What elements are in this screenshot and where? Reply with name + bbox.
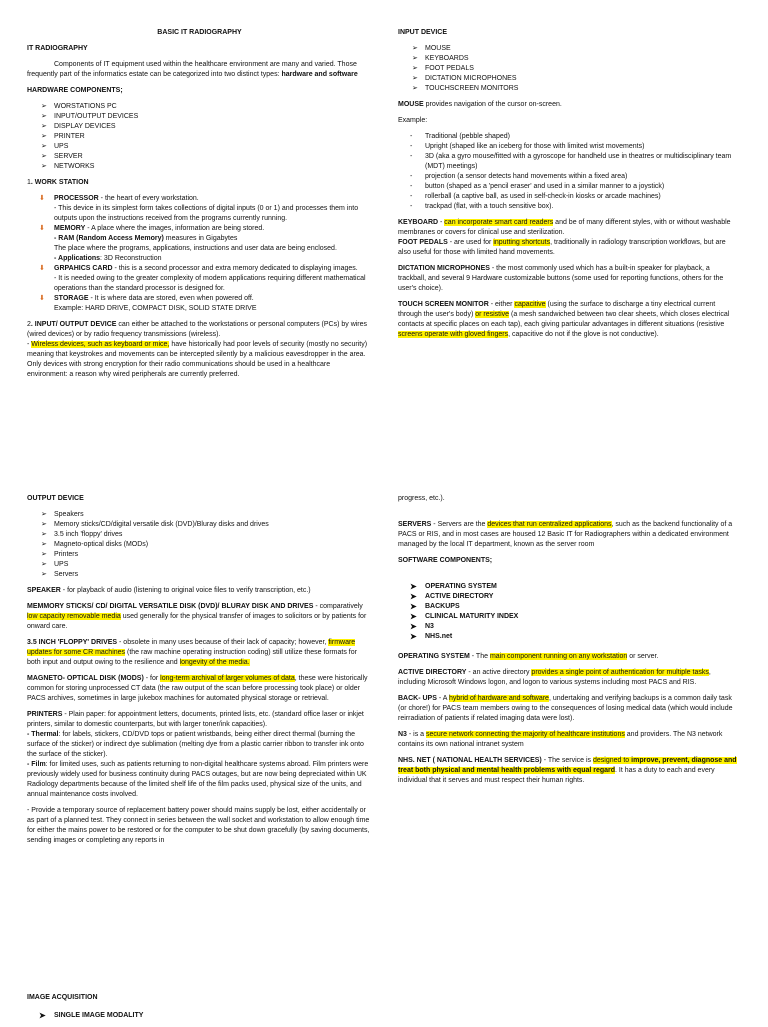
list-item: ➢ UPS xyxy=(27,560,372,570)
floppy-paragraph: 3.5 INCH 'FLOPPY' DRIVES - obsolete in many uses because of their lack of capacity; however, firmware updates for some CR machines (the raw machine operating instruction coding) still utilize these formats for both input and output owing to the resilience and longevity of the media. xyxy=(27,639,357,666)
list-item: ➢ KEYBOARDS xyxy=(398,54,738,64)
list-item: ➤ OPERATING SYSTEM xyxy=(398,582,738,592)
list-item: - Upright (shaped like an iceberg for those with limited wrist movements) xyxy=(398,142,738,152)
dictation-paragraph: DICTATION MICROPHONES - the most commonly used which has a built-in speaker for playback, a trackball, and several 9 Hardware customizable buttons (some used for reporting functions, others for the user's choice). xyxy=(398,265,724,292)
list-item: ➢ SERVER xyxy=(27,152,372,162)
input-device-list xyxy=(398,44,738,94)
list-item: - Traditional (pebble shaped) xyxy=(398,132,738,142)
list-item: ➢ NETWORKS xyxy=(27,162,372,172)
list-item: ➢ Printers xyxy=(27,550,372,560)
list-item: ➤ ACTIVE DIRECTORY xyxy=(398,592,738,602)
memory-sticks-paragraph: MEMMORY STICKS/ CD/ DIGITAL VERSATILE DISK (DVD)/ BLURAY DISK AND DRIVES - comparatively low capacity removable media used generally for the physical transfer of images to solicitors or by patients for onward care. xyxy=(27,603,367,630)
list-item: ➤ BACKUPS xyxy=(398,602,738,612)
list-item: ➢ 3.5 inch 'floppy' drives xyxy=(27,530,372,540)
printers-paragraph: PRINTERS - Plain paper: for appointment letters, documents, printed lists, etc. (standard office laser or inkjet printers, similar to domestic counterparts, but with larger toner/ink capacities). - Thermal: for labels, stickers, CD/DVD tops or patient wristbands, being either direct thermal (burning the surface of the sticker) or indirect dye sublimation (melting dye from a plastic carrier ribbon to transfer ink onto the surface of the sticker). - Film: for limited uses, such as patients returning to non-digital healthcare systems abroad. Film printers were previously widely used for business continuity during PACS outages, but are now being depreciated within UK Radiology departments because of the limited shelf life of the film packs used, physical size of the units, and annual maintenance costs involved. xyxy=(27,711,369,798)
list-item: ➢ UPS xyxy=(27,142,372,152)
os-paragraph: OPERATING SYSTEM - The main component running on any workstation or server. xyxy=(398,653,659,660)
io-paragraph: 2. INPUT/ OUTPUT DEVICE can either be attached to the workstations or personal computers (PCs) by wires (wired devices) or by radio frequency transmissions (wireless). - Wireless devices, such as keyboard or mice, have historically had poor levels of security (mostly no security) meaning that keystrokes and movements can be intercepted silently by a malicious eavesdropper in the area. Only devices with strong encryption for their radio communications should be used in a healthcare environment: a reason why wired peripherals are currently preferred. xyxy=(27,321,368,378)
list-item: ⬇ PROCESSOR - the heart of every workstation. - This device in its simplest form takes collections of digital inputs (0 or 1) and processes them into outputs upon the instructions received from the programs currently running. xyxy=(27,194,372,224)
touchscreen-paragraph: TOUCH SCREEN MONITOR - either capacitive (using the surface to discharge a tiny electrical current through the user's body) or resistive (a mesh sandwiched between two clear sheets, which closes electrical contacts at specific places on each tap), each giving particular advantages in different situations (resistive screens operate with gloved fingers, capacitive do not if the glove is not conductive). xyxy=(398,301,730,338)
list-item: - 3D (aka a gyro mouse/fitted with a gyroscope for handheld use in theatres or multidisciplinary team (MDT) meetings) xyxy=(398,152,738,172)
column-software xyxy=(398,494,738,792)
list-item: ➢ TOUCHSCREEN MONITORS xyxy=(398,84,738,94)
ups-paragraph: - Provide a temporary source of replacement battery power should mains supply be lost, either accidentally or as part of a planned test. They connect in series between the wall socket and workstation to allow enough time for either the mains power to be restored or for the computer to be shut down gracefully (by saving documents, sending images or completing any reports in xyxy=(27,807,370,844)
column-image-acquisition xyxy=(27,993,372,1027)
list-item: ➢ INPUT/OUTPUT DEVICES xyxy=(27,112,372,122)
software-heading: SOFTWARE COMPONENTS; xyxy=(398,557,493,564)
active-directory-paragraph: ACTIVE DIRECTORY - an active directory provides a single point of authentication for multiple tasks, including Microsoft Windows logon, and logon to various systems including most PACS and RIS. xyxy=(398,669,711,686)
column-hardware xyxy=(27,28,372,386)
list-item: ➢ WORSTATIONS PC xyxy=(27,102,372,112)
image-acquisition-list xyxy=(27,1011,372,1021)
hardware-heading: HARDWARE COMPONENTS; xyxy=(27,87,123,94)
mods-paragraph: MAGNETO- OPTICAL DISK (MODS) - for long-term archival of larger volumes of data, these were historically common for storing unprocessed CT data (the raw output of the scan before processing took place) or older PACS archives, sometimes in large jukebox machines for automated physical storage or retrieval. xyxy=(27,675,368,702)
list-item: ⬇ MEMORY - A place where the images, information are being stored. - RAM (Random Access Memory) measures in Gigabytes The place where the programs, applications, instructions and user data are being enclosed. - Applications: 3D Reconstruction xyxy=(27,224,372,264)
list-item: ➢ Servers xyxy=(27,570,372,580)
list-item: ⬇ STORAGE - It is where data are stored, even when powered off. Example: HARD DRIVE, COMPACT DISK, SOLID STATE DRIVE xyxy=(27,294,372,314)
workstation-list xyxy=(27,194,372,314)
image-acquisition-heading: IMAGE ACQUISITION xyxy=(27,994,98,1001)
column-output-device xyxy=(27,494,372,852)
list-item: ➤ N3 xyxy=(398,622,738,632)
list-item: - trackpad (flat, with a touch sensitive box). xyxy=(398,202,738,212)
list-item: ➤ NHS.net xyxy=(398,632,738,642)
servers-paragraph: SERVERS - Servers are the devices that run centralized applications, such as the backend functionality of a PACS or RIS, and in most cases are housed 12 Basic IT for Radiographers within a dedicated environment managed by the local IT department, known as the server room xyxy=(398,521,733,548)
document-title: BASIC IT RADIOGRAPHY xyxy=(157,29,242,36)
workstation-heading: 1. WORK STATION xyxy=(27,179,89,186)
list-item: ➢ DISPLAY DEVICES xyxy=(27,122,372,132)
software-list xyxy=(398,582,738,642)
example-label: Example: xyxy=(398,117,428,124)
mouse-example-list xyxy=(398,132,738,212)
list-item: ➢ Magneto-optical disks (MODs) xyxy=(27,540,372,550)
list-item: - rollerball (a captive ball, as used in self-check-in kiosks or arcade machines) xyxy=(398,192,738,202)
list-item: ➤ SINGLE IMAGE MODALITY xyxy=(27,1011,372,1021)
nhs-net-paragraph: NHS. NET ( NATIONAL HEALTH SERVICES) - The service is designed to improve, prevent, diagnose and treat both physical and mental health problems with equal regard. It has a duty to each and every individual that it serves and must respect their human rights. xyxy=(398,757,737,784)
mouse-paragraph: MOUSE provides navigation of the cursor on-screen. xyxy=(398,101,562,108)
list-item: - projection (a sensor detects hand movements within a fixed area) xyxy=(398,172,738,182)
list-item: ⬇ GRPAHICS CARD - this is a second processor and extra memory dedicated to displaying images. - It is needed owing to the greater complexity of modern applications requiring different mathematical operations than the standard processor is designed for. xyxy=(27,264,372,294)
list-item: ➢ MOUSE xyxy=(398,44,738,54)
intro-paragraph: Components of IT equipment used within the healthcare environment are many and varied. Those frequently part of the informatics estate can be categorized into two distinct types: hardware and software xyxy=(27,61,358,78)
list-item: ➢ FOOT PEDALS xyxy=(398,64,738,74)
list-item: ➢ DICTATION MICROPHONES xyxy=(398,74,738,84)
list-item: ➢ Speakers xyxy=(27,510,372,520)
list-item: ➢ PRINTER xyxy=(27,132,372,142)
section-heading-it-radiography: IT RADIOGRAPHY xyxy=(27,45,88,52)
continued-text: progress, etc.). xyxy=(398,495,445,502)
column-input-device xyxy=(398,28,738,346)
list-item: - button (shaped as a 'pencil eraser' and used in a similar manner to a joystick) xyxy=(398,182,738,192)
output-device-heading: OUTPUT DEVICE xyxy=(27,495,84,502)
foot-pedals-paragraph: FOOT PEDALS - are used for inputting shortcuts, traditionally in radiology transcription workflows, but are also useful for those with limited hand movements. xyxy=(398,239,726,256)
hardware-list xyxy=(27,102,372,172)
list-item: ➢ Memory sticks/CD/digital versatile disk (DVD)/Bluray disks and drives xyxy=(27,520,372,530)
backups-paragraph: BACK- UPS - A hybrid of hardware and software, undertaking and verifying backups is a common daily task (or chore!) for PACS team members owing to the consequences of losing medical data (which would include reirradiation of patients if related imaging data were lost). xyxy=(398,695,733,722)
output-device-list xyxy=(27,510,372,580)
keyboard-paragraph: KEYBOARD - can incorporate smart card readers and be of many different styles, with or without washable membranes or covers for clinical use and sterilization. xyxy=(398,219,731,236)
speaker-paragraph: SPEAKER - for playback of audio (listening to original voice files to verify transcription, etc.) xyxy=(27,587,311,594)
list-item: ➤ CLINICAL MATURITY INDEX xyxy=(398,612,738,622)
n3-paragraph: N3 - is a secure network connecting the majority of healthcare institutions and providers. The N3 network contains its own national intranet system xyxy=(398,731,723,748)
input-device-heading: INPUT DEVICE xyxy=(398,29,448,36)
